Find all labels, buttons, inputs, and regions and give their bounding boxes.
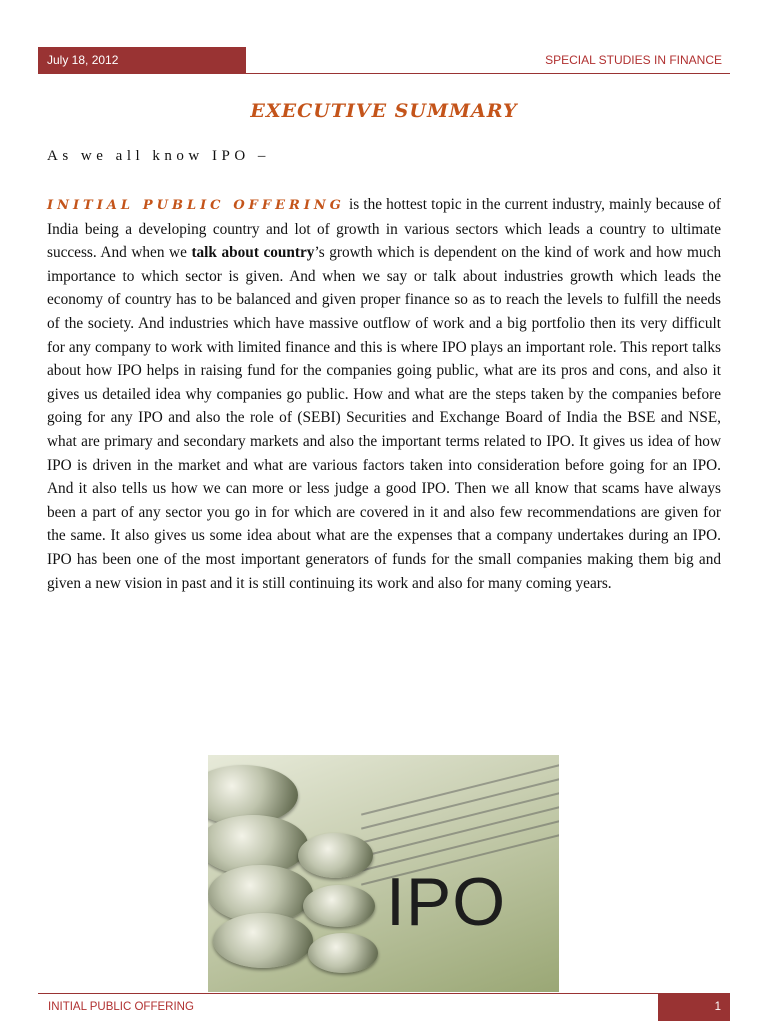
coin-icon	[213, 913, 313, 968]
footer-rule	[38, 993, 730, 994]
page-title: EXECUTIVE SUMMARY	[250, 100, 518, 122]
page-header	[38, 47, 730, 74]
ipo-lead-text: INITIAL PUBLIC OFFERING	[47, 198, 345, 213]
header-rule	[38, 73, 730, 74]
bold-phrase: talk about country	[191, 244, 315, 262]
coin-icon	[298, 833, 373, 878]
header-title: SPECIAL STUDIES IN FINANCE	[545, 53, 722, 67]
image-ipo-text: IPO	[386, 864, 507, 940]
coin-icon	[303, 885, 375, 927]
footer-title: INITIAL PUBLIC OFFERING	[48, 1001, 194, 1013]
paragraph-part-1: is the hottest topic in the current industry, mainly because of India being a developing country and lot of growth in various sectors which leads a country to ultimate success. And when we	[47, 196, 721, 262]
paragraph-part-2: ’s growth which is dependent on the kind of work and how much importance to which sector is given. And when we say or talk about industries growth which leads the economy of country has to be balanced and given proper finance so as to reach the levels to fulfill the needs of the society. And industries which have massive outflow of work and a big portfolio then its very difficult for any company to work with limited finance and this is where IPO plays an important role. This report talks about how IPO helps in raising fund for the companies going public, what are its pros and cons, and also it gives us detailed idea why companies go public. How and what are the steps taken by the companies before going for any IPO and also the role of (SEBI) Securities and Exchange Board of India the BSE and NSE, what are primary and secondary markets and also the important terms related to IPO. It gives us idea of how IPO is driven in the market and what are various factors taken into consideration before going for an IPO. And it also tells us how we can more or less judge a good IPO. Then we all know that scams have always been a part of any sector you go in for which are covered in it and also few recommendations are given for the same. It also gives us some idea about what are the expenses that a company undertakes during an IPO. IPO has been one of the most important generators of funds for the small companies making them big and given a new vision in past and it is still continuing its work and also for many coming years.	[47, 244, 722, 592]
ipo-coins-image	[208, 755, 559, 992]
page-footer	[38, 993, 730, 1021]
intro-line: As we all know IPO –	[47, 148, 270, 164]
page-number: 1	[658, 994, 730, 1021]
summary-paragraph	[47, 193, 721, 595]
coin-icon	[308, 933, 378, 973]
header-date: July 18, 2012	[38, 47, 246, 74]
